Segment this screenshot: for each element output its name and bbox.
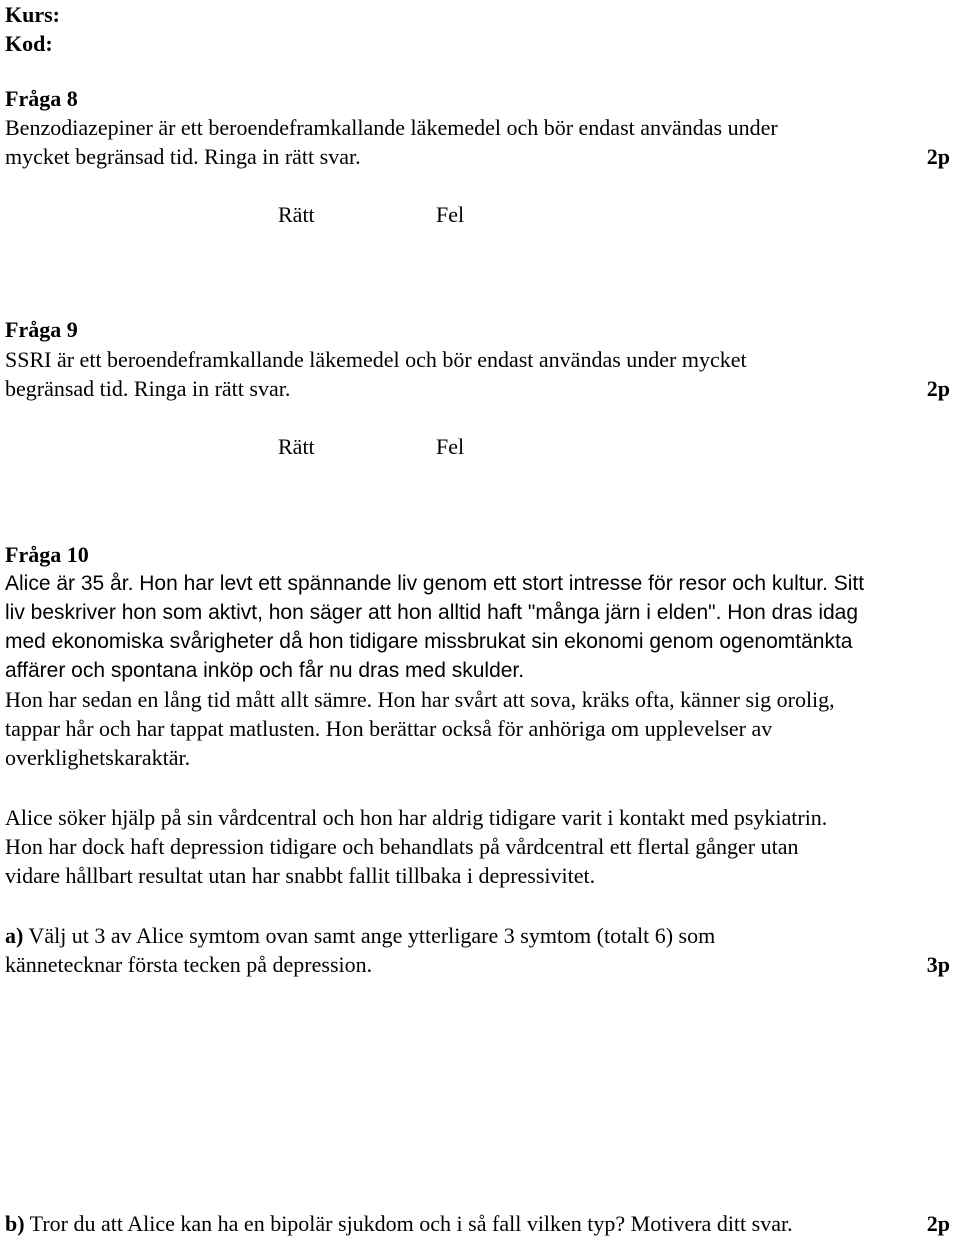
- question-8-option-wrong[interactable]: Fel: [436, 202, 465, 227]
- question-10-case-text: [5, 569, 960, 772]
- question-9-option-wrong[interactable]: Fel: [436, 434, 465, 459]
- part-a-label: a): [5, 923, 24, 948]
- question-8-points: 2p: [926, 144, 950, 169]
- code-label: Kod:: [5, 31, 53, 56]
- question-9-text-line-2: begränsad tid. Ringa in rätt svar.: [5, 376, 291, 401]
- question-9-option-right[interactable]: Rätt: [278, 434, 315, 459]
- page-header: [5, 0, 60, 58]
- case-line: affärer och spontana inköp och får nu dras med skulder.: [5, 659, 525, 682]
- course-label: Kurs:: [5, 2, 60, 27]
- case-line: liv beskriver hon som aktivt, hon säger att hon alltid haft "många järn i elden". Hon dras idag: [5, 601, 859, 624]
- question-8-option-right[interactable]: Rätt: [278, 202, 315, 227]
- question-9-points: 2p: [926, 376, 950, 401]
- case-line: med ekonomiska svårigheter då hon tidigare missbrukat sin ekonomi genom ogenomtänkta: [5, 630, 853, 653]
- part-b-question: Tror du att Alice kan ha en bipolär sjukdom och i så fall vilken typ? Motivera ditt svar.: [24, 1211, 793, 1236]
- history-line: vidare hållbart resultat utan har snabbt fallit tillbaka i depressivitet.: [5, 863, 596, 888]
- part-a-text-line-2: kännetecknar första tecken på depression.: [5, 952, 373, 977]
- case-line: Hon har sedan en lång tid mått allt sämre. Hon har svårt att sova, kräks ofta, känner sig orolig,: [5, 687, 835, 712]
- part-a-points: 3p: [926, 952, 950, 977]
- question-8-text-line-1: Benzodiazepiner är ett beroendeframkallande läkemedel och bör endast användas under: [5, 115, 778, 140]
- question-10-title: Fråga 10: [5, 542, 89, 567]
- question-10-history-text: [5, 803, 960, 890]
- part-b-points: 2p: [926, 1211, 950, 1236]
- question-8-title: Fråga 8: [5, 86, 78, 111]
- question-9-text-line-1: SSRI är ett beroendeframkallande läkemedel och bör endast användas under mycket: [5, 347, 747, 372]
- question-8-text-line-2: mycket begränsad tid. Ringa in rätt svar.: [5, 144, 361, 169]
- case-line: overklighetskaraktär.: [5, 745, 191, 770]
- history-line: Alice söker hjälp på sin vårdcentral och hon har aldrig tidigare varit i kontakt med psykiatrin.: [5, 805, 828, 830]
- question-9-title: Fråga 9: [5, 317, 78, 342]
- part-b-text: [5, 1209, 793, 1238]
- case-line: tappar hår och har tappat matlusten. Hon berättar också för anhöriga om upplevelser av: [5, 716, 773, 741]
- part-b-label: b): [5, 1211, 25, 1236]
- part-a-question: Välj ut 3 av Alice symtom ovan samt ange ytterligare 3 symtom (totalt 6) som: [23, 923, 716, 948]
- history-line: Hon har dock haft depression tidigare och behandlats på vårdcentral ett flertal gånger utan: [5, 834, 799, 859]
- case-line: Alice är 35 år. Hon har levt ett spännande liv genom ett stort intresse för resor och kultur. Sitt: [5, 572, 865, 595]
- part-a-text-line-1: [5, 921, 715, 950]
